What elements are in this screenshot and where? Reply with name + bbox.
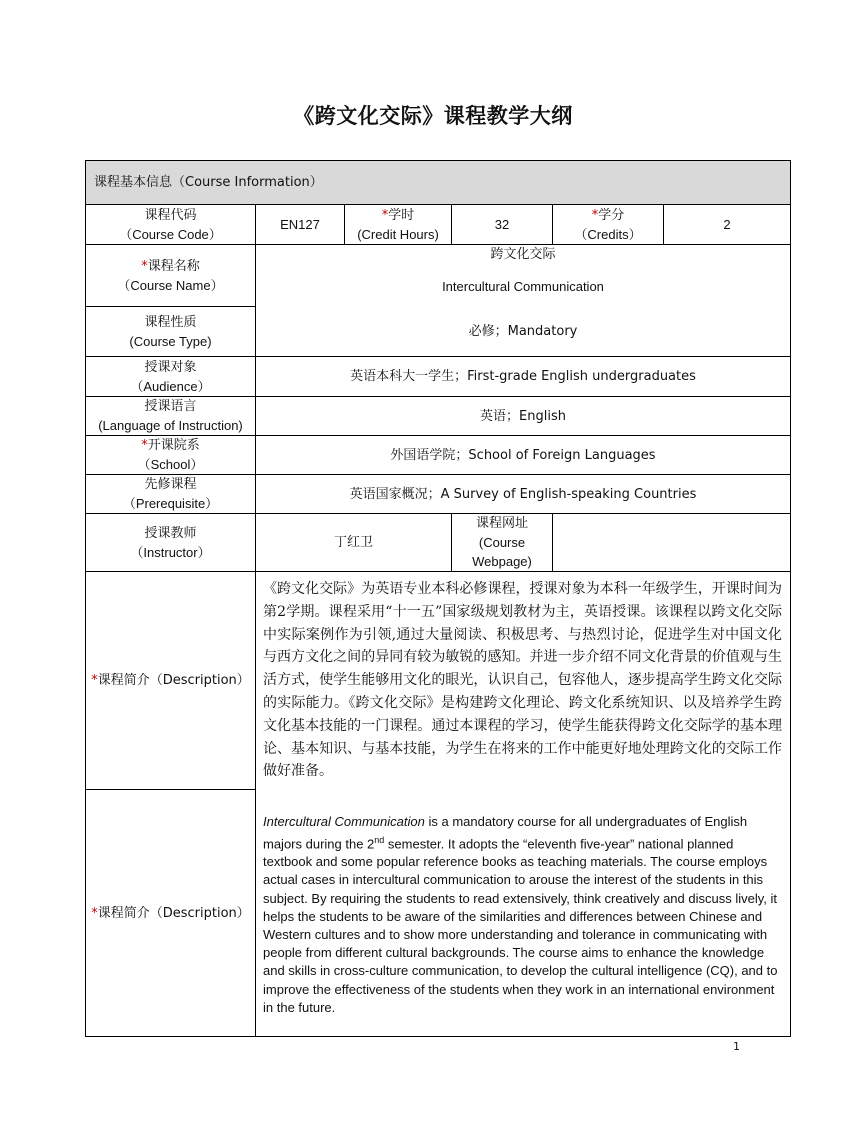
course-type-label: 课程性质 (Course Type) bbox=[86, 307, 256, 357]
course-name-label: *课程名称 （Course Name） bbox=[86, 245, 256, 307]
description-en-text: Intercultural Communication is a mandatory course for all undergraduates of English majors during the 2nd semester. It adopts the “eleventh five-year” national planned textbook and some popular reference books as teaching materials. The course employs actual cases in intercultural communication to arouse the interest of the students in this subject. By requiring the students to read extensively, think creatively and discuss lively, it helps the students to be aware of the similarities and differences between Chinese and Western cultures and to show more understanding and tolerance in communicating with people from different cultural backgrounds. The course aims to enhance the knowledge and skills in cross-culture communication, to develop the cultural intelligence (CQ), and to improve the effectiveness of the students when they work in an international environment in the future. bbox=[256, 790, 791, 1037]
credit-hours-value: 32 bbox=[452, 205, 553, 245]
section-header-row bbox=[86, 161, 791, 205]
required-marker: * bbox=[91, 905, 98, 921]
webpage-label: 课程网址 (Course Webpage) bbox=[452, 514, 553, 572]
required-marker: * bbox=[141, 258, 148, 274]
course-title-italic: Intercultural Communication bbox=[263, 813, 425, 829]
audience-label: 授课对象 （Audience） bbox=[86, 357, 256, 397]
required-marker: * bbox=[141, 438, 148, 453]
required-marker: * bbox=[91, 673, 98, 688]
description-zh-row bbox=[86, 572, 791, 790]
section-header: 课程基本信息（Course Information） bbox=[86, 161, 791, 205]
page-title: 《跨文化交际》课程教学大纲 bbox=[293, 104, 573, 128]
instructor-label: 授课教师 （Instructor） bbox=[86, 514, 256, 572]
language-row bbox=[86, 397, 791, 436]
credits-label: *学分 （Credits） bbox=[553, 205, 664, 245]
school-value: 外国语学院；School of Foreign Languages bbox=[256, 436, 791, 475]
course-code-label: 课程代码 （Course Code） bbox=[86, 205, 256, 245]
syllabus-table bbox=[85, 160, 791, 1037]
course-type-row bbox=[86, 307, 791, 357]
webpage-value bbox=[553, 514, 791, 572]
prerequisite-label: 先修课程 （Prerequisite） bbox=[86, 475, 256, 514]
course-code-value: EN127 bbox=[256, 205, 345, 245]
description-en-row bbox=[86, 790, 791, 1037]
credits-value: 2 bbox=[664, 205, 791, 245]
course-name-value: 跨文化交际 Intercultural Communication bbox=[256, 245, 791, 307]
credit-hours-label: *学时 (Credit Hours) bbox=[345, 205, 452, 245]
language-label: 授课语言 (Language of Instruction) bbox=[86, 397, 256, 436]
course-code-row bbox=[86, 205, 791, 245]
course-name-row bbox=[86, 245, 791, 307]
description-zh-text: 《跨文化交际》为英语专业本科必修课程，授课对象为本科一年级学生，开课时间为第2学期。课程采用“十一五”国家级规划教材为主，英语授课。该课程以跨文化交际中实际案例作为引领,通过大量阅读、积极思考、与热烈讨论，促进学生对中国文化与西方文化之间的异同有较为敏锐的感知。并进一步介绍不同文化背景的价值观与生活方式，使学生能够用文化的眼光，认识自己，包容他人，逐步提高学生跨文化交际的实际能力。《跨文化交际》是构建跨文化理论、跨文化系统知识、以及培养学生跨文化基本技能的一门课程。通过本课程的学习，使学生能获得跨文化交际学的基本理论、基本知识、与基本技能，为学生在将来的工作中能更好地处理跨文化的交际工作做好准备。 bbox=[256, 572, 791, 790]
description-en-label: *课程简介（Description） bbox=[86, 790, 256, 1037]
course-type-value: 必修；Mandatory bbox=[256, 307, 791, 357]
description-zh-label: *课程简介（Description） bbox=[86, 572, 256, 790]
instructor-value: 丁红卫 bbox=[256, 514, 452, 572]
page-number: 1 bbox=[733, 1040, 740, 1053]
school-row bbox=[86, 436, 791, 475]
prerequisite-row bbox=[86, 475, 791, 514]
required-marker: * bbox=[591, 207, 599, 223]
instructor-row bbox=[86, 514, 791, 572]
school-label: *开课院系 （School） bbox=[86, 436, 256, 475]
language-value: 英语；English bbox=[256, 397, 791, 436]
audience-row bbox=[86, 357, 791, 397]
audience-value: 英语本科大一学生；First-grade English undergraduates bbox=[256, 357, 791, 397]
prerequisite-value: 英语国家概况；A Survey of English-speaking Countries bbox=[256, 475, 791, 514]
required-marker: * bbox=[381, 207, 389, 223]
